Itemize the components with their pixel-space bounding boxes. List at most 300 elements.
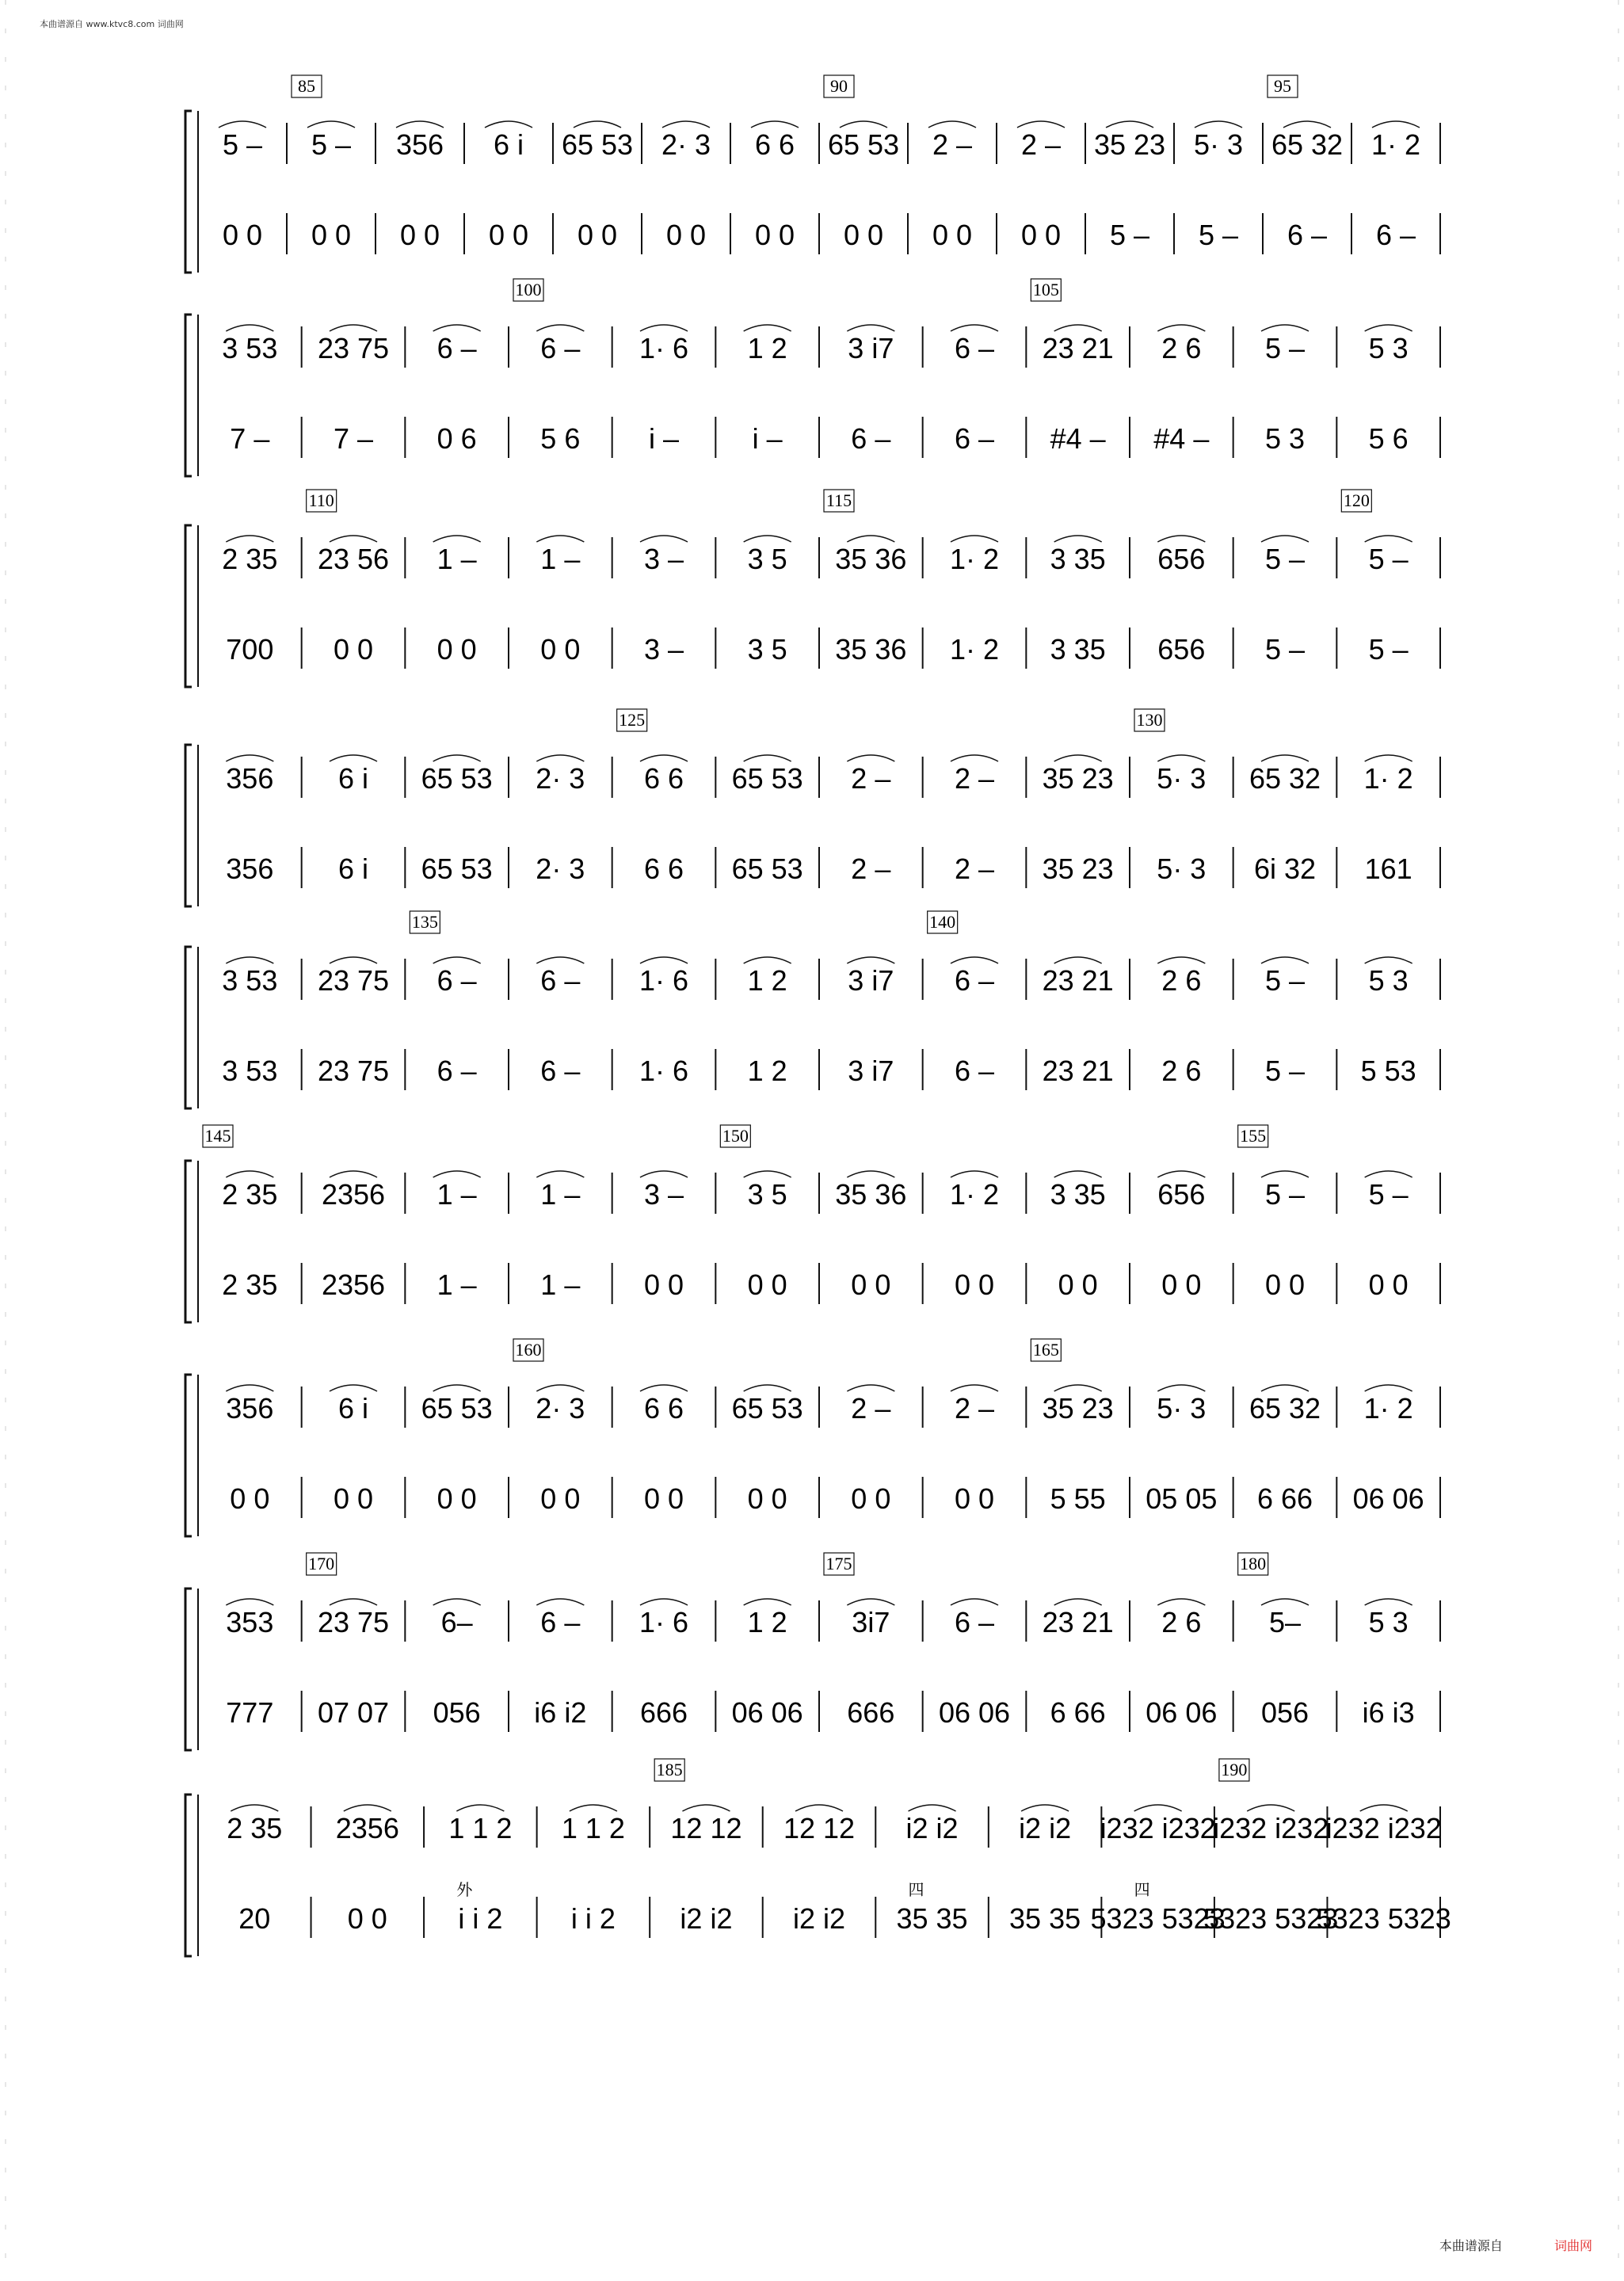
score-system bbox=[185, 1339, 1440, 1536]
slur bbox=[433, 957, 481, 963]
measure-top-notes: 2· 3 bbox=[661, 128, 711, 161]
measure-top-notes: 356 bbox=[226, 762, 274, 795]
measure-number: 110 bbox=[308, 490, 334, 510]
measure-bottom-notes: 777 bbox=[226, 1696, 274, 1729]
measure-bottom-notes: 35 35 bbox=[896, 1902, 968, 1935]
slur bbox=[840, 121, 887, 128]
measure-bottom-notes: 0 0 bbox=[851, 1482, 891, 1515]
slur bbox=[433, 1171, 481, 1177]
measure-bottom-notes: i – bbox=[648, 422, 680, 455]
slur bbox=[1157, 536, 1205, 542]
measure-number: 170 bbox=[308, 1554, 335, 1573]
measure-bottom-notes: 6i 32 bbox=[1253, 853, 1317, 885]
slur bbox=[1365, 536, 1412, 542]
measure-top-notes: 3 i7 bbox=[848, 964, 894, 997]
measure-bottom-notes: 0 0 bbox=[932, 219, 973, 251]
measure-bottom-notes: 2· 3 bbox=[536, 853, 585, 885]
slur bbox=[1261, 957, 1309, 963]
slur bbox=[1054, 325, 1102, 331]
measure-bottom-notes: 0 0 bbox=[843, 219, 884, 251]
measure-bottom-notes: 05 05 bbox=[1146, 1482, 1218, 1515]
slur bbox=[226, 536, 273, 542]
slur bbox=[536, 1171, 584, 1177]
measure-top-notes: 2 – bbox=[932, 128, 973, 161]
slur bbox=[744, 1599, 791, 1605]
measure-top-notes: 5· 3 bbox=[1193, 128, 1244, 161]
measure-top-notes: 23 21 bbox=[1042, 1606, 1114, 1638]
measure-top-notes: 656 bbox=[1157, 543, 1206, 575]
measure-bottom-notes: 666 bbox=[639, 1696, 688, 1729]
measure-top-notes: 2 – bbox=[1020, 128, 1062, 161]
measure-bottom-notes: 3 – bbox=[643, 633, 684, 666]
measure-bottom-notes: 700 bbox=[226, 633, 274, 666]
slur bbox=[433, 325, 481, 331]
slur bbox=[951, 1385, 998, 1391]
measure-bottom-notes: 20 bbox=[238, 1902, 271, 1935]
measure-bottom-notes: 1 – bbox=[540, 1268, 581, 1301]
slur bbox=[485, 121, 532, 128]
slur bbox=[1106, 121, 1153, 128]
measure-top-notes: i2 i2 bbox=[905, 1812, 959, 1844]
measure-top-notes: 6 6 bbox=[643, 762, 684, 795]
measure-bottom-notes: 6 – bbox=[1375, 219, 1416, 251]
slur bbox=[456, 1805, 504, 1811]
measure-top-notes: 2356 bbox=[321, 1178, 386, 1211]
slur bbox=[536, 957, 584, 963]
measure-bottom-notes: 0 0 bbox=[643, 1482, 684, 1515]
measure-top-notes: 3 53 bbox=[222, 332, 278, 364]
slur bbox=[1157, 755, 1205, 761]
measure-bottom-notes: 0 0 bbox=[1058, 1268, 1098, 1301]
measure-top-notes: 5 3 bbox=[1368, 1606, 1409, 1638]
measure-bottom-notes: 0 0 bbox=[754, 219, 795, 251]
measure-bottom-notes: 0 0 bbox=[347, 1902, 387, 1935]
slur bbox=[344, 1805, 391, 1811]
slur bbox=[1365, 325, 1412, 331]
slur bbox=[640, 536, 688, 542]
measure-bottom-notes: 3 53 bbox=[222, 1055, 278, 1087]
slur bbox=[951, 325, 998, 331]
measure-bottom-notes: i2 i2 bbox=[680, 1902, 733, 1935]
measure-bottom-notes: i6 i3 bbox=[1362, 1696, 1415, 1729]
slur bbox=[1134, 1805, 1182, 1811]
measure-bottom-notes: 5 55 bbox=[1050, 1482, 1106, 1515]
slur bbox=[951, 957, 998, 963]
slur bbox=[1360, 1805, 1408, 1811]
system-bracket bbox=[185, 947, 192, 1108]
measure-top-notes: 6 – bbox=[954, 332, 995, 364]
measure-top-notes: 6 – bbox=[436, 964, 477, 997]
measure-top-notes: 1 1 2 bbox=[561, 1812, 625, 1844]
measure-top-notes: 6 – bbox=[540, 964, 581, 997]
measure-top-notes: 1 1 2 bbox=[448, 1812, 513, 1844]
measure-top-notes: 353 bbox=[226, 1606, 274, 1638]
slur bbox=[1054, 755, 1102, 761]
measure-top-notes: 35 23 bbox=[1042, 1392, 1114, 1425]
slur bbox=[640, 1599, 688, 1605]
measure-top-notes: 3 i7 bbox=[848, 332, 894, 364]
measure-bottom-notes: 5 53 bbox=[1360, 1055, 1416, 1087]
slur bbox=[1054, 536, 1102, 542]
measure-top-notes: 1· 2 bbox=[1370, 128, 1421, 161]
measure-top-notes: 6 – bbox=[540, 1606, 581, 1638]
measure-bottom-notes: 0 0 bbox=[488, 219, 529, 251]
slur bbox=[744, 1385, 791, 1391]
measure-top-notes: i2 i2 bbox=[1019, 1812, 1072, 1844]
measure-bottom-notes: 6 – bbox=[954, 1055, 995, 1087]
measure-top-notes: 6 i bbox=[337, 762, 369, 795]
system-bracket bbox=[185, 745, 192, 906]
score-system bbox=[185, 1759, 1451, 1956]
system-bracket bbox=[185, 315, 192, 476]
slur bbox=[1054, 1171, 1102, 1177]
measure-top-notes: 2 – bbox=[954, 762, 995, 795]
measure-bottom-notes: 0 0 bbox=[222, 219, 263, 251]
score-system bbox=[185, 279, 1440, 476]
measure-top-notes: 1 2 bbox=[747, 964, 787, 997]
slur bbox=[1157, 957, 1205, 963]
measure-bottom-notes: 5 6 bbox=[1368, 422, 1409, 455]
measure-top-notes: 5 – bbox=[1368, 543, 1409, 575]
measure-top-notes: 5 – bbox=[222, 128, 263, 161]
slur bbox=[795, 1805, 843, 1811]
measure-top-notes: 1 2 bbox=[747, 1606, 787, 1638]
measure-number: 130 bbox=[1136, 710, 1163, 730]
measure-top-notes: 656 bbox=[1157, 1178, 1206, 1211]
slur bbox=[744, 536, 791, 542]
measure-top-notes: 35 23 bbox=[1093, 128, 1166, 161]
measure-bottom-notes: 06 06 bbox=[1352, 1482, 1424, 1515]
measure-number: 190 bbox=[1221, 1760, 1248, 1779]
measure-bottom-notes: 6 – bbox=[436, 1055, 477, 1087]
technique-mark: 四 bbox=[1134, 1880, 1150, 1899]
measure-bottom-notes: 0 0 bbox=[1020, 219, 1062, 251]
measure-bottom-notes: 35 36 bbox=[835, 633, 907, 666]
slur bbox=[909, 1805, 956, 1811]
measure-bottom-notes: 1 2 bbox=[747, 1055, 787, 1087]
measure-top-notes: 1 – bbox=[436, 543, 477, 575]
measure-bottom-notes: 5 – bbox=[1368, 633, 1409, 666]
slur bbox=[231, 1805, 278, 1811]
measure-bottom-notes: 656 bbox=[1157, 633, 1206, 666]
measure-top-notes: 2· 3 bbox=[536, 1392, 585, 1425]
measure-top-notes: 5 – bbox=[1264, 543, 1306, 575]
measure-top-notes: 1· 2 bbox=[949, 543, 1000, 575]
measure-bottom-notes: 23 21 bbox=[1042, 1055, 1114, 1087]
measure-bottom-notes: i6 i2 bbox=[534, 1696, 587, 1729]
measure-bottom-notes: 6 – bbox=[954, 422, 995, 455]
measure-top-notes: 23 75 bbox=[317, 332, 390, 364]
measure-top-notes: 2 35 bbox=[222, 1178, 278, 1211]
slur bbox=[226, 755, 273, 761]
slur bbox=[1054, 957, 1102, 963]
slur bbox=[536, 1385, 584, 1391]
system-bracket bbox=[185, 1161, 192, 1322]
measure-top-notes: 5– bbox=[1268, 1606, 1302, 1638]
measure-top-notes: 23 21 bbox=[1042, 964, 1114, 997]
slur bbox=[951, 536, 998, 542]
slur bbox=[1372, 121, 1420, 128]
measure-bottom-notes: 5323 5323 bbox=[1090, 1902, 1226, 1935]
slur bbox=[744, 957, 791, 963]
measure-bottom-notes: i – bbox=[752, 422, 783, 455]
slur bbox=[1365, 1171, 1412, 1177]
measure-bottom-notes: 0 0 bbox=[1264, 1268, 1306, 1301]
slur bbox=[640, 957, 688, 963]
slur bbox=[1157, 1171, 1205, 1177]
technique-mark: 四 bbox=[908, 1880, 924, 1899]
system-bracket bbox=[185, 525, 192, 687]
score-system bbox=[185, 709, 1440, 906]
measure-bottom-notes: 056 bbox=[433, 1696, 481, 1729]
measure-top-notes: 2 6 bbox=[1161, 1606, 1202, 1638]
slur bbox=[847, 325, 894, 331]
measure-top-notes: i232 i232 bbox=[1325, 1812, 1442, 1844]
measure-top-notes: 3 5 bbox=[747, 543, 787, 575]
measure-bottom-notes: 0 0 bbox=[436, 1482, 477, 1515]
slur bbox=[1157, 325, 1205, 331]
measure-top-notes: 1· 2 bbox=[1363, 762, 1413, 795]
slur bbox=[640, 755, 688, 761]
measure-bottom-notes: 0 0 bbox=[954, 1268, 995, 1301]
measure-top-notes: 35 23 bbox=[1042, 762, 1114, 795]
measure-top-notes: 23 56 bbox=[317, 543, 390, 575]
measure-bottom-notes: i i 2 bbox=[570, 1902, 616, 1935]
slur bbox=[396, 121, 444, 128]
measure-bottom-notes: 6 i bbox=[337, 853, 369, 885]
slur bbox=[951, 1171, 998, 1177]
measure-top-notes: 2356 bbox=[335, 1812, 399, 1844]
slur bbox=[307, 121, 355, 128]
slur bbox=[847, 755, 894, 761]
measure-bottom-notes: 5 6 bbox=[540, 422, 581, 455]
measure-bottom-notes: 161 bbox=[1364, 853, 1412, 885]
slur bbox=[1261, 325, 1309, 331]
measure-bottom-notes: 2 35 bbox=[222, 1268, 278, 1301]
system-bracket bbox=[185, 1795, 192, 1956]
measure-bottom-notes: 5323 5323 bbox=[1203, 1902, 1339, 1935]
measure-bottom-notes: 0 0 bbox=[230, 1482, 270, 1515]
measure-bottom-notes: 0 0 bbox=[311, 219, 352, 251]
measure-bottom-notes: 0 0 bbox=[747, 1482, 787, 1515]
slur bbox=[226, 1599, 273, 1605]
measure-top-notes: 65 53 bbox=[421, 762, 493, 795]
measure-bottom-notes: 7 – bbox=[230, 422, 270, 455]
slur bbox=[1365, 755, 1412, 761]
measure-top-notes: 6 – bbox=[436, 332, 477, 364]
slur bbox=[640, 1171, 688, 1177]
slur bbox=[1195, 121, 1242, 128]
measure-top-notes: 65 53 bbox=[731, 1392, 803, 1425]
slur bbox=[1261, 755, 1309, 761]
measure-top-notes: 1 – bbox=[436, 1178, 477, 1211]
measure-top-notes: 12 12 bbox=[670, 1812, 742, 1844]
system-bracket bbox=[185, 1375, 192, 1536]
measure-bottom-notes: 1· 6 bbox=[639, 1055, 689, 1087]
measure-bottom-notes: 3 35 bbox=[1050, 633, 1106, 666]
footer bbox=[1439, 2236, 1592, 2254]
slur bbox=[951, 1599, 998, 1605]
measure-bottom-notes: 0 0 bbox=[333, 633, 374, 666]
measure-bottom-notes: #4 – bbox=[1050, 422, 1106, 455]
slur bbox=[1365, 1385, 1412, 1391]
slur bbox=[1261, 1171, 1309, 1177]
measure-top-notes: i232 i232 bbox=[1100, 1812, 1216, 1844]
measure-top-notes: 5· 3 bbox=[1157, 1392, 1207, 1425]
measure-top-notes: 5 – bbox=[1264, 964, 1306, 997]
measure-number: 160 bbox=[515, 1340, 542, 1360]
measure-top-notes: 2 – bbox=[954, 1392, 995, 1425]
measure-top-notes: 3 5 bbox=[747, 1178, 787, 1211]
slur bbox=[1017, 121, 1065, 128]
measure-top-notes: 65 32 bbox=[1248, 1392, 1321, 1425]
measure-bottom-notes: 06 06 bbox=[731, 1696, 803, 1729]
measure-top-notes: 2 35 bbox=[222, 543, 278, 575]
measure-number: 120 bbox=[1343, 490, 1370, 510]
measure-top-notes: 3 35 bbox=[1050, 543, 1106, 575]
measure-bottom-notes: 06 06 bbox=[938, 1696, 1011, 1729]
measure-bottom-notes: 23 75 bbox=[317, 1055, 390, 1087]
measure-bottom-notes: 2 – bbox=[954, 853, 995, 885]
measure-top-notes: 2 – bbox=[851, 762, 891, 795]
measure-top-notes: 5 – bbox=[1368, 1178, 1409, 1211]
slur bbox=[1261, 536, 1309, 542]
score-system bbox=[185, 1553, 1440, 1750]
system-bracket bbox=[185, 111, 192, 273]
measure-bottom-notes: 6 – bbox=[1287, 219, 1328, 251]
measure-bottom-notes: 0 0 bbox=[851, 1268, 891, 1301]
measure-top-notes: 1· 2 bbox=[1363, 1392, 1413, 1425]
slur bbox=[1021, 1805, 1069, 1811]
measure-top-notes: 3 35 bbox=[1050, 1178, 1106, 1211]
measure-top-notes: 1· 2 bbox=[949, 1178, 1000, 1211]
slur bbox=[433, 1599, 481, 1605]
measure-bottom-notes: 3 i7 bbox=[848, 1055, 894, 1087]
measure-top-notes: 65 53 bbox=[421, 1392, 493, 1425]
measure-number: 155 bbox=[1240, 1126, 1267, 1146]
measure-top-notes: 65 53 bbox=[731, 762, 803, 795]
measure-top-notes: 3 – bbox=[643, 1178, 684, 1211]
measure-bottom-notes: 65 53 bbox=[421, 853, 493, 885]
measure-top-notes: 1· 6 bbox=[639, 332, 689, 364]
measure-number: 180 bbox=[1240, 1554, 1267, 1573]
measure-top-notes: 356 bbox=[226, 1392, 274, 1425]
measure-number: 135 bbox=[411, 912, 438, 932]
measure-bottom-notes: 6 – bbox=[851, 422, 891, 455]
slur bbox=[330, 1385, 377, 1391]
slur bbox=[744, 325, 791, 331]
slur bbox=[226, 1171, 273, 1177]
measure-bottom-notes: 0 0 bbox=[1368, 1268, 1409, 1301]
measure-bottom-notes: 1 – bbox=[436, 1268, 477, 1301]
measure-bottom-notes: 5· 3 bbox=[1157, 853, 1207, 885]
measure-bottom-notes: 0 0 bbox=[399, 219, 440, 251]
measure-top-notes: 356 bbox=[395, 128, 444, 161]
measure-top-notes: 23 21 bbox=[1042, 332, 1114, 364]
measure-bottom-notes: 0 0 bbox=[333, 1482, 374, 1515]
measure-top-notes: 65 32 bbox=[1248, 762, 1321, 795]
slur bbox=[1157, 1599, 1205, 1605]
footer-site-logo: 词曲网 bbox=[1553, 2238, 1592, 2253]
measure-bottom-notes: 0 0 bbox=[540, 1482, 581, 1515]
measure-bottom-notes: i i 2 bbox=[458, 1902, 503, 1935]
measure-top-notes: 12 12 bbox=[783, 1812, 856, 1844]
measure-bottom-notes: 3 5 bbox=[747, 633, 787, 666]
slur bbox=[226, 957, 273, 963]
measure-top-notes: 6 i bbox=[337, 1392, 369, 1425]
measure-bottom-notes: 5 – bbox=[1264, 1055, 1306, 1087]
measure-top-notes: 5 3 bbox=[1368, 964, 1409, 997]
slur bbox=[640, 325, 688, 331]
measure-bottom-notes: 7 – bbox=[333, 422, 374, 455]
system-bracket bbox=[185, 1589, 192, 1750]
measure-bottom-notes: 2 – bbox=[851, 853, 891, 885]
slur bbox=[1054, 1599, 1102, 1605]
slur bbox=[536, 1599, 584, 1605]
slur bbox=[1157, 1385, 1205, 1391]
slur bbox=[640, 1385, 688, 1391]
measure-bottom-notes: 666 bbox=[847, 1696, 895, 1729]
slur bbox=[744, 1171, 791, 1177]
measure-top-notes: 5· 3 bbox=[1157, 762, 1207, 795]
measure-top-notes: 1· 6 bbox=[639, 1606, 689, 1638]
measure-top-notes: 2 6 bbox=[1161, 964, 1202, 997]
slur bbox=[219, 121, 266, 128]
measure-top-notes: 5 – bbox=[1264, 1178, 1306, 1211]
measure-top-notes: 2 6 bbox=[1161, 332, 1202, 364]
score-system bbox=[185, 490, 1440, 687]
measure-bottom-notes: 6 66 bbox=[1256, 1482, 1313, 1515]
slur bbox=[1365, 1599, 1412, 1605]
measure-number: 105 bbox=[1032, 280, 1059, 299]
measure-top-notes: 6– bbox=[440, 1606, 473, 1638]
measure-top-notes: 2 – bbox=[851, 1392, 891, 1425]
measure-number: 85 bbox=[298, 76, 315, 96]
measure-top-notes: 65 53 bbox=[561, 128, 634, 161]
score-system bbox=[185, 75, 1440, 273]
measure-top-notes: 6 6 bbox=[754, 128, 795, 161]
measure-bottom-notes: 06 06 bbox=[1146, 1696, 1218, 1729]
measure-bottom-notes: 2 6 bbox=[1161, 1055, 1202, 1087]
measure-number: 115 bbox=[825, 490, 852, 510]
measure-number: 100 bbox=[515, 280, 542, 299]
measure-bottom-notes: 0 0 bbox=[954, 1482, 995, 1515]
measure-bottom-notes: 6 66 bbox=[1050, 1696, 1106, 1729]
measure-bottom-notes: 5323 5323 bbox=[1316, 1902, 1451, 1935]
measure-bottom-notes: #4 – bbox=[1153, 422, 1210, 455]
measure-top-notes: 2· 3 bbox=[536, 762, 585, 795]
slur bbox=[662, 121, 710, 128]
slur bbox=[682, 1805, 730, 1811]
measure-top-notes: 35 36 bbox=[835, 1178, 907, 1211]
slur bbox=[847, 957, 894, 963]
slur bbox=[574, 121, 621, 128]
score-system bbox=[185, 911, 1440, 1108]
score-system bbox=[185, 1125, 1440, 1322]
measure-bottom-notes: 65 53 bbox=[731, 853, 803, 885]
slur bbox=[847, 1599, 894, 1605]
measure-bottom-notes: 0 0 bbox=[1161, 1268, 1202, 1301]
measure-top-notes: 23 75 bbox=[317, 964, 390, 997]
measure-bottom-notes: 0 0 bbox=[540, 633, 581, 666]
measure-number: 125 bbox=[619, 710, 646, 730]
measure-top-notes: i232 i232 bbox=[1213, 1812, 1329, 1844]
slur bbox=[1365, 957, 1412, 963]
measure-top-notes: 6 i bbox=[493, 128, 524, 161]
measure-top-notes: 6 – bbox=[954, 964, 995, 997]
measure-number: 185 bbox=[656, 1760, 683, 1779]
measure-top-notes: 1 – bbox=[540, 1178, 581, 1211]
